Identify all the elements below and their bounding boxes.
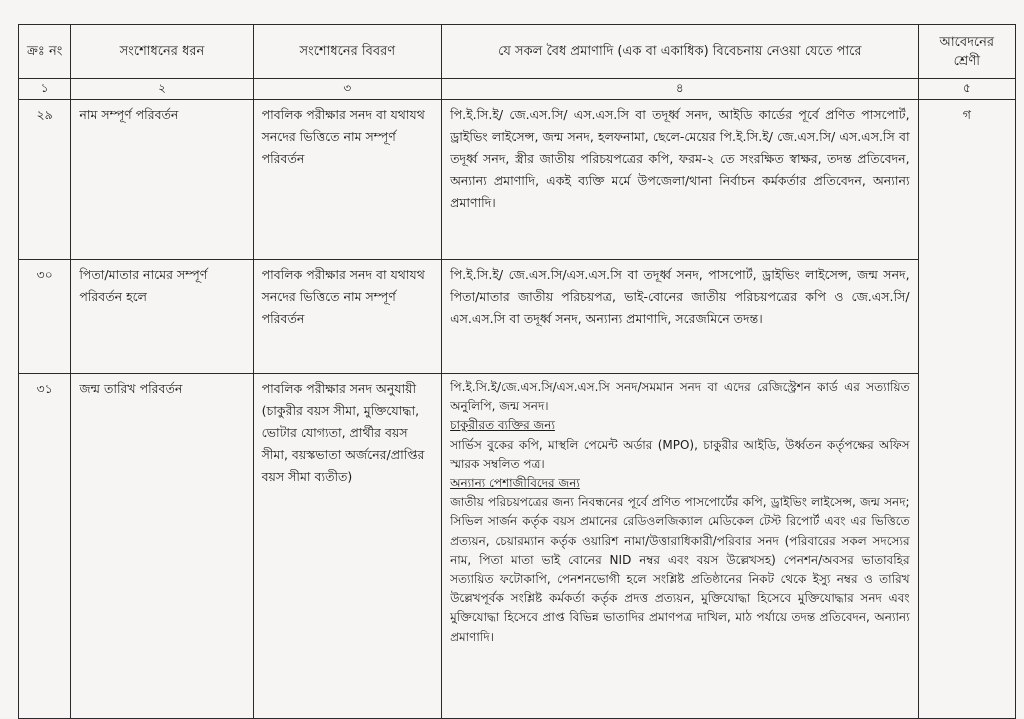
row-serial: ৩০ xyxy=(19,260,71,374)
employed-heading: চাকুরীরত ব্যক্তির জন্য xyxy=(450,418,555,433)
other-professionals-text: জাতীয় পরিচয়পত্রের জন্য নিবন্ধনের পূর্বে প্রণিত পাসপোর্টের কপি, ড্রাইভিং লাইসেন্স, জন্ম সনদ; সিভিল সার্জন কর্তৃক বয়স প্রমানের রেডিওলজিক্যাল মেডিকেল টেস্ট রিপোর্ট এবং এর ভিত্তিতে প্রত্যয়ন, চেয়ারম্যান কর্তৃক ওয়ারিশ নামা/উত্তারাধিকারী/পরিবার সনদ (পরিবারের সকল সদস্যের নাম, পিতা মাতা ভাই বোনের NID নম্বর এবং বয়স উল্লেখসহ) পেনশন/অবসর ভাতাবহির সত্যায়িত ফটোকাপি, পেনশনভোগী হলে সংশ্লিষ্ট প্রতিষ্ঠানের নিকট থেকে ইস্যু নম্বর ও তারিখ উল্লেখপূর্বক সংশ্লিষ্ট কর্মকর্তা কর্তৃক প্রদত্ত প্রত্যয়ন, মুক্তিযোদ্ধা হিসেবে মুক্তিযোদ্ধার সনদ এবং মুক্তিযোদ্ধা হিসেবে প্রাপ্ত বিভিন্ন ভাতাদির প্রমাণপত্র দাখিল, মাঠ পর্যায়ে তদন্ত প্রতিবেদন, অন্যান্য প্রমাণাদি। xyxy=(450,495,910,644)
table-row xyxy=(19,374,1016,719)
other-professionals-heading: অন্যান্য পেশাজীবিদের জন্য xyxy=(450,476,580,491)
table-row xyxy=(19,100,1016,260)
column-number: ৩ xyxy=(253,79,442,100)
header-serial: ক্রঃ নং xyxy=(19,25,71,79)
category-cell: গ xyxy=(918,100,1015,719)
column-number: ১ xyxy=(19,79,71,100)
row-amendment-description: পাবলিক পরীক্ষার সনদ অনুযায়ী (চাকুরীর বয়স সীমা, মুক্তিযোদ্ধা, ভোটার যোগ্যতা, প্রার্থীর বয়স সীমা, বয়স্কভাতা অর্জনের/প্রাপ্তির বয়স সীমা ব্যতীত) xyxy=(253,374,442,719)
column-number: ৪ xyxy=(442,79,919,100)
header-amendment-type: সংশোধনের ধরন xyxy=(71,25,253,79)
column-number: ২ xyxy=(71,79,253,100)
header-evidence: যে সকল বৈধ প্রমাণাদি (এক বা একাধিক) বিবেচনায় নেওয়া যেতে পারে xyxy=(442,25,919,79)
table-header-row xyxy=(19,25,1016,79)
header-amendment-description: সংশোধনের বিবরণ xyxy=(253,25,442,79)
table-row xyxy=(19,260,1016,374)
evidence-intro: পি.ই.সি.ই/জে.এস.সি/এস.এস.সি সনদ/সমমান সনদ বা এদের রেজিস্ট্রেশন কার্ড এর সত্যায়িত অনুলিপি, জন্ম সনদ। xyxy=(450,380,910,414)
employed-text: সার্ভিস বুকের কপি, মাস্থলি পেমেন্ট অর্ডার (MPO), চাকুরীর আইডি, উর্ধ্বতন কর্তৃপক্ষের অফিস স্মারক সম্বলিত পত্র। xyxy=(450,437,910,471)
row-amendment-type: পিতা/মাতার নামের সম্পূর্ণ পরিবর্তন হলে xyxy=(71,260,253,374)
row-serial: ৩১ xyxy=(19,374,71,719)
header-category: আবেদনের শ্রেণী xyxy=(918,25,1015,79)
column-number-row xyxy=(19,79,1016,100)
row-serial: ২৯ xyxy=(19,100,71,260)
column-number: ৫ xyxy=(918,79,1015,100)
row-amendment-type: নাম সম্পূর্ণ পরিবর্তন xyxy=(71,100,253,260)
row-amendment-description: পাবলিক পরীক্ষার সনদ বা যথাযথ সনদের ভিত্তিতে নাম সম্পূর্ণ পরিবর্তন xyxy=(253,100,442,260)
row-amendment-type: জন্ম তারিখ পরিবর্তন xyxy=(71,374,253,719)
row-evidence xyxy=(442,374,919,719)
row-evidence: পি.ই.সি.ই/ জে.এস.সি/ এস.এস.সি বা তদূর্ধ্ব সনদ, আইডি কার্ডের পূর্বে প্রণিত পাসপোর্ট, ড্রাইভিং লাইসেন্স, জন্ম সনদ, হলফনামা, ছেলে-মেয়ের পি.ই.সি.ই/ জে.এস.সি/ এস.এস.সি বা তদূর্ধ্ব সনদ, স্ত্রীর জাতীয় পরিচয়পত্রের কপি, ফরম-২ তে সংরক্ষিত স্বাক্ষর, তদন্ত প্রতিবেদন, অন্যান্য প্রমাণাদি, একই ব্যক্তি মর্মে উপজেলা/থানা নির্বাচন কর্মকর্তার প্রতিবেদন, অন্যান্য প্রমাণাদি। xyxy=(442,100,919,260)
row-evidence: পি.ই.সি.ই/ জে.এস.সি/এস.এস.সি বা তদূর্ধ্ব সনদ, পাসপোর্ট, ড্রাইভিং লাইসেন্স, জন্ম সনদ, পিতা/মাতার জাতীয় পরিচয়পত্র, ভাই-বোনের জাতীয় পরিচয়পত্রের কপি ও জে.এস.সি/এস.এস.সি বা তদূর্ধ্ব সনদ, অন্যান্য প্রমাণাদি, সরেজমিনে তদন্ত। xyxy=(442,260,919,374)
row-amendment-description: পাবলিক পরীক্ষার সনদ বা যথাযথ সনদের ভিত্তিতে নাম সম্পূর্ণ পরিবর্তন xyxy=(253,260,442,374)
amendment-table xyxy=(18,24,1016,719)
